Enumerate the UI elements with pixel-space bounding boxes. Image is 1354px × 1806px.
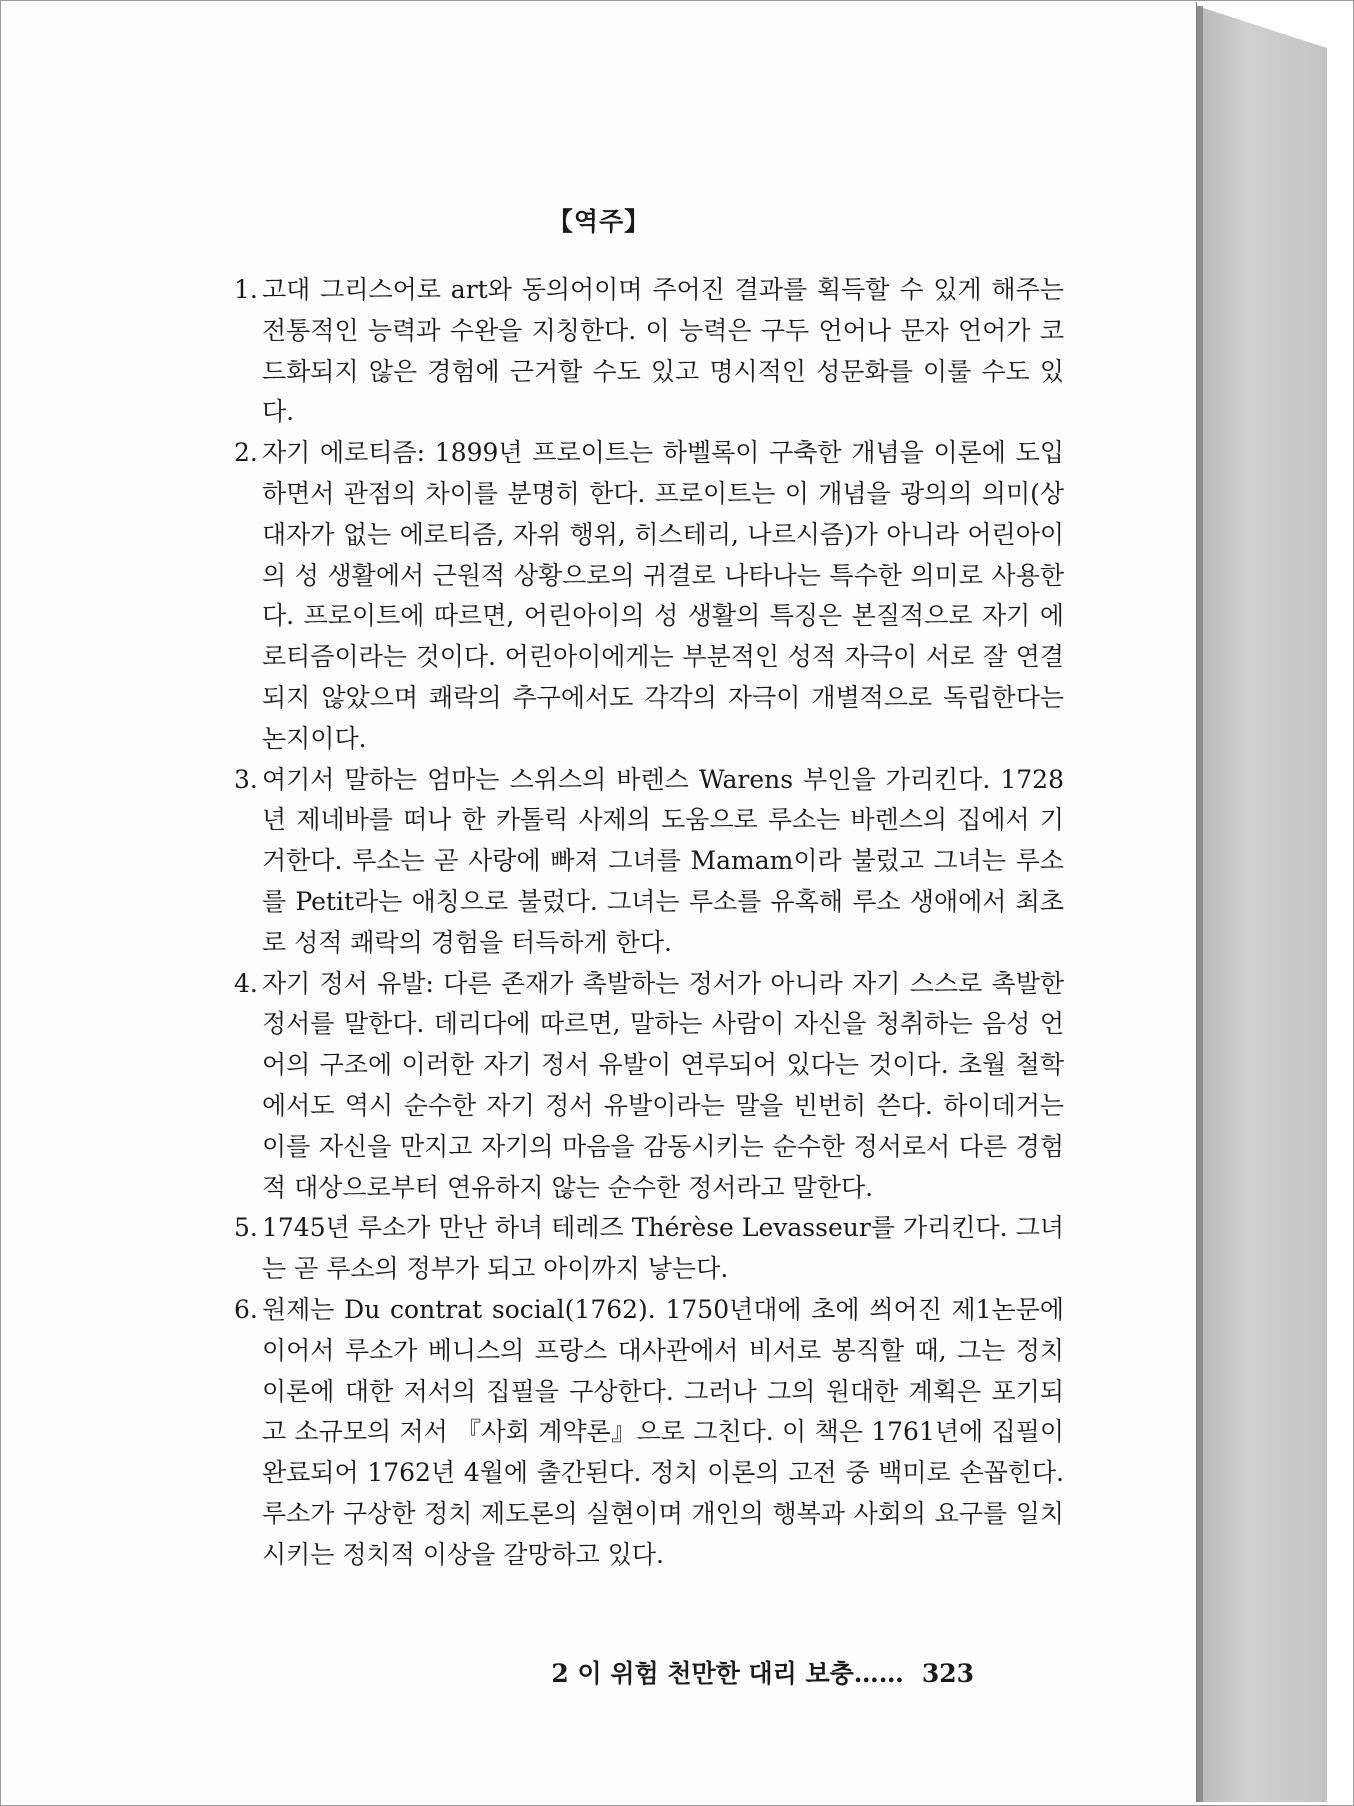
- note-number: 4.: [234, 968, 258, 998]
- note-item: [234, 760, 1064, 964]
- note-text: 자기 정서 유발: 다른 존재가 촉발하는 정서가 아니라 자기 스스로 촉발한 정서를 말한다. 데리다에 따르면, 말하는 사람이 자신을 청취하는 음성 언어의 구조에 이러한 자기 정서 유발이 연루되어 있다는 것이다. 초월 철학에서도 역시 순수한 자기 정서 유발이라는 말을 빈번히 쓴다. 하이데거는 이를 자신을 만지고 자기의 마음을 감동시키는 순수한 정서로서 다른 경험적 대상으로부터 연유하지 않는 순수한 정서라고 말한다.: [262, 968, 1064, 1202]
- section-heading: 【역주】: [547, 207, 651, 236]
- notes-list: [234, 270, 1064, 1576]
- note-number: 3.: [234, 764, 258, 794]
- note-item: [234, 1208, 1064, 1290]
- note-text: 여기서 말하는 엄마는 스위스의 바렌스 Warens 부인을 가리킨다. 1728년 제네바를 떠나 한 카톨릭 사제의 도움으로 루소는 바렌스의 집에서 기거한다. 루소는 곧 사랑에 빠져 그녀를 Mamam이라 불렀고 그녀는 루소를 Petit라는 애칭으로 불렀다. 그녀는 루소를 유혹해 루소 생애에서 최초로 성적 쾌락의 경험을 터득하게 한다.: [262, 764, 1064, 957]
- page-number: 323: [921, 1659, 974, 1688]
- note-item: [234, 1290, 1064, 1576]
- note-number: 2.: [234, 438, 258, 468]
- book-page-edge: [1197, 6, 1327, 1802]
- note-number: 1.: [234, 275, 258, 304]
- note-number: 6.: [234, 1294, 258, 1324]
- note-text: 1745년 루소가 만난 하녀 테레즈 Thérèse Levasseur를 가리킨다. 그녀는 곧 루소의 정부가 되고 아이까지 낳는다.: [262, 1213, 1064, 1284]
- note-text: 원제는 Du contrat social(1762). 1750년대에 초에 씌어진 제1논문에 이어서 루소가 베니스의 프랑스 대사관에서 비서로 봉직할 때, 그는 정치 이론에 대한 저서의 집필을 구상한다. 그러나 그의 원대한 계획은 포기되고 소규모의 저서 『사회 계약론』으로 그친다. 이 책은 1761년에 집필이 완료되어 1762년 4월에 출간된다. 정치 이론의 고전 중 백미로 손꼽힌다. 루소가 구상한 정치 제도론의 실현이며 개인의 행복과 사회의 요구를 일치시키는 정치적 이상을 갈망하고 있다.: [262, 1294, 1064, 1569]
- page-footer: [551, 1654, 974, 1690]
- note-number: 5.: [234, 1213, 258, 1243]
- note-text: 자기 에로티즘: 1899년 프로이트는 하벨록이 구축한 개념을 이론에 도입하면서 관점의 차이를 분명히 한다. 프로이트는 이 개념을 광의의 의미(상대자가 없는 에로티즘, 자위 행위, 히스테리, 나르시즘)가 아니라 어린아이의 성 생활에서 근원적 상황으로의 귀결로 나타나는 특수한 의미로 사용한다. 프로이트에 따르면, 어린아이의 성 생활의 특징은 본질적으로 자기 에로티즘이라는 것이다. 어린아이에게는 부분적인 성적 자극이 서로 잘 연결되지 않았으며 쾌락의 추구에서도 각각의 자극이 개별적으로 독립한다는 논지이다.: [262, 438, 1064, 753]
- running-title: 2 이 위험 천만한 대리 보충……: [551, 1659, 904, 1688]
- book-page-edge-shadow: [1197, 6, 1203, 1802]
- note-item: [234, 964, 1064, 1209]
- note-text: 고대 그리스어로 art와 동의어이며 주어진 결과를 획득할 수 있게 해주는 전통적인 능력과 수완을 지칭한다. 이 능력은 구두 언어나 문자 언어가 코드화되지 않은 경험에 근거할 수도 있고 명시적인 성문화를 이룰 수도 있다.: [262, 275, 1064, 427]
- note-item: [234, 433, 1064, 759]
- note-item: [234, 270, 1064, 433]
- book-page: [2, 2, 1197, 1802]
